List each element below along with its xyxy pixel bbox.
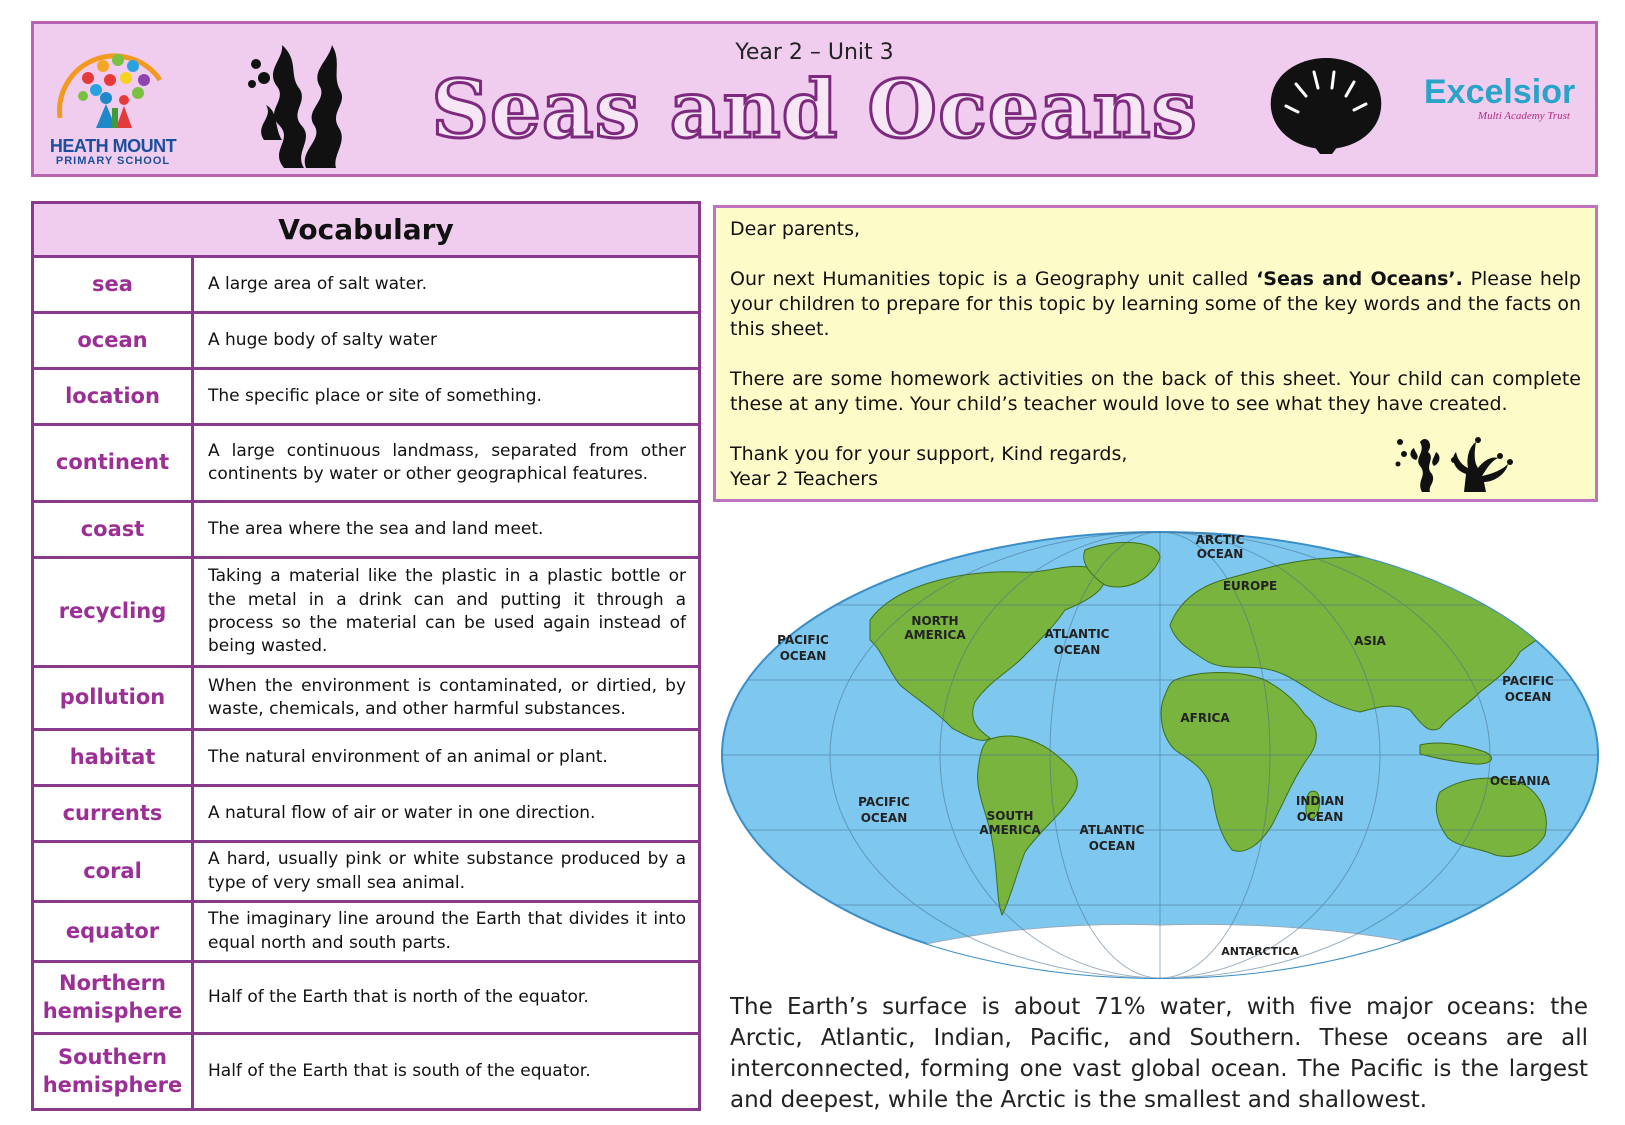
vocab-definition: A natural flow of air or water in one direction. xyxy=(208,802,596,823)
label-pacific-south-2: OCEAN xyxy=(860,811,908,825)
label-pacific-east-1: PACIFIC xyxy=(1502,674,1554,688)
page-title: Seas and Oceans xyxy=(431,62,1198,156)
vocab-term: coast xyxy=(34,503,194,556)
header-banner xyxy=(31,21,1598,177)
label-south-america-1: SOUTH xyxy=(986,809,1034,823)
unit-subtitle: Year 2 – Unit 3 xyxy=(735,40,894,65)
vocab-definition: A large area of salt water. xyxy=(208,273,427,294)
letter-topic-name: ‘Seas and Oceans’. xyxy=(1256,268,1463,290)
vocab-term: habitat xyxy=(34,731,194,784)
trust-tagline: Multi Academy Trust xyxy=(1477,110,1570,122)
vocab-definition: A large continuous landmass, separated from other continents by water or other geographical features. xyxy=(208,440,686,484)
letter-p1-text-end: Please help your children to prepare for this topic by learning some of the key words and the facts on this sheet. xyxy=(730,268,1581,340)
world-map xyxy=(720,530,1600,980)
label-indian-1: INDIAN xyxy=(1295,794,1345,808)
vocab-definition: The specific place or site of something. xyxy=(208,385,542,406)
vocab-term: recycling xyxy=(34,559,194,665)
vocab-term: Southern hemisphere xyxy=(34,1035,194,1108)
trust-name: Excelsior xyxy=(1424,73,1576,111)
label-africa: AFRICA xyxy=(1180,711,1230,725)
vocabulary-table xyxy=(31,201,701,1111)
vocab-definition: When the environment is contaminated, or dirtied, by waste, chemicals, and other harmful substances. xyxy=(208,675,686,719)
continent-new-zealand xyxy=(1566,847,1576,868)
trust-logo xyxy=(1424,74,1584,122)
vocab-row xyxy=(34,258,698,314)
vocab-term: location xyxy=(34,370,194,423)
vocab-row xyxy=(34,426,698,503)
letter-signature: Year 2 Teachers xyxy=(730,468,878,490)
letter-greeting: Dear parents, xyxy=(730,218,861,240)
shell-icon xyxy=(1266,54,1386,154)
school-name-line1: HEATH MOUNT xyxy=(49,136,177,156)
label-atlantic-south-1: ATLANTIC xyxy=(1079,823,1145,837)
label-pacific-east-2: OCEAN xyxy=(1504,690,1552,704)
vocab-definition: The natural environment of an animal or plant. xyxy=(208,746,608,767)
vocab-term: ocean xyxy=(34,314,194,367)
school-name-line2: PRIMARY SCHOOL xyxy=(55,155,171,167)
label-arctic-1: ARCTIC xyxy=(1195,533,1245,547)
vocab-definition: A hard, usually pink or white substance produced by a type of very small sea animal. xyxy=(208,849,686,893)
label-arctic-2: OCEAN xyxy=(1196,547,1244,561)
letter-signoff: Thank you for your support, Kind regards, xyxy=(730,443,1128,465)
label-north-america-1: NORTH xyxy=(911,614,959,628)
vocab-row xyxy=(34,314,698,370)
label-atlantic-north-2: OCEAN xyxy=(1053,643,1101,657)
vocab-definition: The area where the sea and land meet. xyxy=(208,518,544,539)
letter-p1-text: Our next Humanities topic is a Geography unit called xyxy=(730,268,1257,290)
vocab-row xyxy=(34,963,698,1035)
label-pacific-west-1: PACIFIC xyxy=(777,633,829,647)
label-europe: EUROPE xyxy=(1222,579,1278,593)
label-pacific-west-2: OCEAN xyxy=(779,649,827,663)
vocab-row xyxy=(34,559,698,668)
vocab-row xyxy=(34,1035,698,1108)
label-oceania: OCEANIA xyxy=(1489,774,1551,788)
label-antarctica: ANTARCTICA xyxy=(1221,945,1299,958)
ocean-facts: The Earth’s surface is about 71% water, with five major oceans: the Arctic, Atlantic, Indian, Pacific, and Southern. These oceans are all interconnected, forming one vast global ocean. The Pacific is the largest and deepest, while the Arctic is the smallest and shallowest. xyxy=(730,994,1588,1113)
vocab-definition: Half of the Earth that is south of the equator. xyxy=(208,1060,591,1081)
label-north-america-2: AMERICA xyxy=(904,628,966,642)
vocab-definition: Taking a material like the plastic in a plastic bottle or the metal in a drink can and putting it through a process so the material can be used again instead of being wasted. xyxy=(208,566,686,657)
label-indian-2: OCEAN xyxy=(1296,810,1344,824)
vocab-row xyxy=(34,843,698,903)
label-atlantic-south-2: OCEAN xyxy=(1088,839,1136,853)
vocab-row xyxy=(34,370,698,426)
vocab-definition: The imaginary line around the Earth that divides it into equal north and south parts. xyxy=(208,909,686,953)
letter-paragraph-2: There are some homework activities on the back of this sheet. Your child can complete these at any time. Your child’s teacher would love to see what they have created. xyxy=(730,368,1581,415)
label-pacific-south-1: PACIFIC xyxy=(858,795,910,809)
vocab-row xyxy=(34,668,698,731)
label-atlantic-north-1: ATLANTIC xyxy=(1044,627,1110,641)
vocab-row xyxy=(34,731,698,787)
vocab-term: Northern hemisphere xyxy=(34,963,194,1032)
letter-paragraph-1 xyxy=(730,267,1581,342)
vocab-row xyxy=(34,903,698,963)
vocab-term: coral xyxy=(34,843,194,900)
vocabulary-heading: Vocabulary xyxy=(34,204,698,258)
vocab-row xyxy=(34,787,698,843)
label-south-america-2: AMERICA xyxy=(979,823,1041,837)
coral-icon xyxy=(1394,430,1524,492)
parent-letter xyxy=(713,205,1598,502)
vocab-term: pollution xyxy=(34,668,194,728)
vocab-definition: A huge body of salty water xyxy=(208,329,438,350)
vocab-term: continent xyxy=(34,426,194,500)
vocab-term: currents xyxy=(34,787,194,840)
vocab-row xyxy=(34,503,698,559)
label-asia: ASIA xyxy=(1354,634,1386,648)
vocab-definition: Half of the Earth that is north of the equator. xyxy=(208,986,589,1007)
vocab-term: equator xyxy=(34,903,194,960)
vocab-term: sea xyxy=(34,258,194,311)
